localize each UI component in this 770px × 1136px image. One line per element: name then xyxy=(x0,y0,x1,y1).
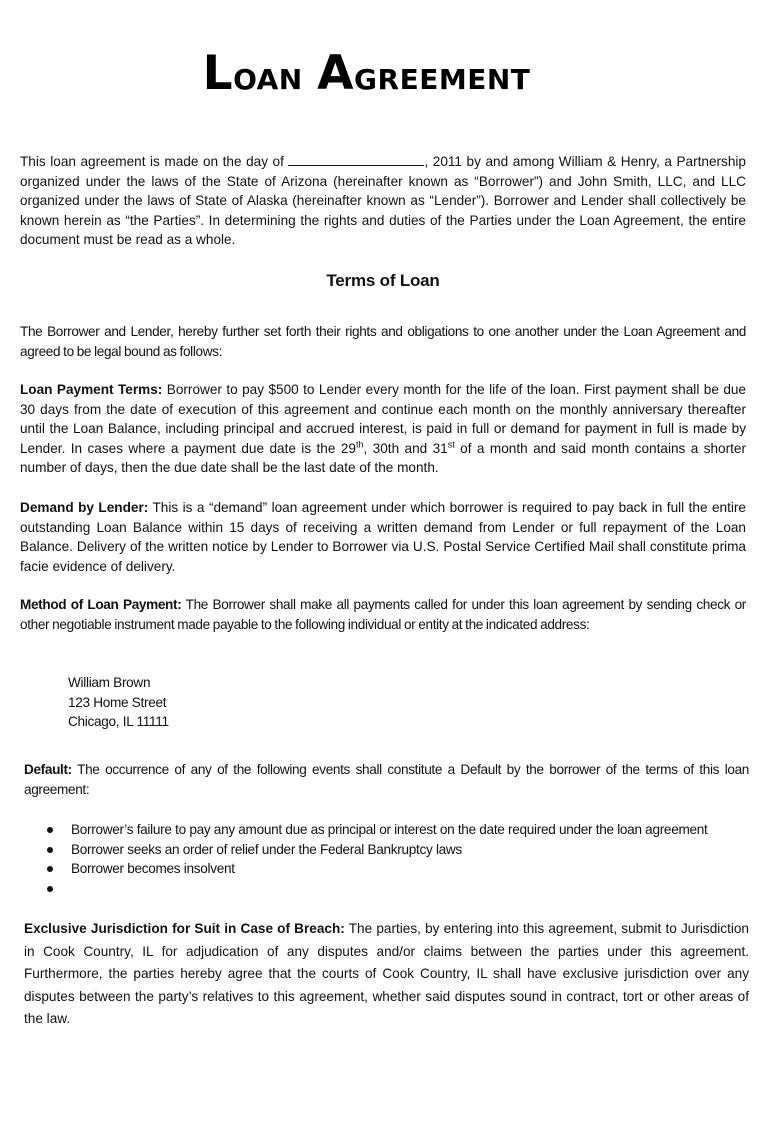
loan-payment-terms-paragraph: Loan Payment Terms: Borrower to pay $500 to Lender every month for the life of the loan. First payment shall be due 30 days from the date of execution of this agreement and continue each month on the monthly anniversary thereafter until the Loan Balance, including principal and accrued interest, is paid in full or demand for payment in full is made by Lender. In cases where a payment due date is the 29th, 30th and 31st of a month and said month contains a shorter number of days, then the due date shall be the last date of the month. xyxy=(20,382,746,476)
bullet-icon xyxy=(47,827,53,833)
list-item xyxy=(24,879,749,899)
method-of-payment-paragraph: Method of Loan Payment: The Borrower shall make all payments called for under this loan agreement by sending check or other negotiable instrument made payable to the following individual or entity at the indicated address: xyxy=(20,597,746,632)
default-label: Default: xyxy=(24,762,72,777)
bullet-icon xyxy=(47,866,53,872)
payee-name: William Brown xyxy=(68,675,151,690)
intro-paragraph: This loan agreement is made on the day of , 2011 by and among William & Henry, a Partnership organized under the laws of the State of Arizona (hereinafter known as “Borrower”) and John Smith, LLC, and LLC organized under the laws of State of Alaska (hereinafter known as “Lender”). Borrower and Lender shall collectively be known herein as “the Parties”. In determining the rights and duties of the Parties under the Loan Agreement, the entire document must be read as a whole. xyxy=(20,154,746,248)
payee-address-block xyxy=(68,673,169,732)
payee-city: Chicago, IL 11111 xyxy=(68,714,169,730)
terms-intro-paragraph: The Borrower and Lender, hereby further set forth their rights and obligations to one another under the Loan Agreement and agreed to be legal bound as follows: xyxy=(20,324,746,359)
payee-street: 123 Home Street xyxy=(68,694,167,710)
list-item: Borrower becomes insolvent xyxy=(24,859,749,879)
bullet-icon xyxy=(47,847,53,853)
loan-payment-terms-label: Loan Payment Terms: xyxy=(20,382,163,397)
list-item: Borrower seeks an order of relief under the Federal Bankruptcy laws xyxy=(24,840,749,860)
date-blank-line xyxy=(288,153,424,166)
demand-by-lender-label: Demand by Lender: xyxy=(20,500,149,515)
method-of-payment-label: Method of Loan Payment: xyxy=(20,597,182,612)
list-item: Borrower’s failure to pay any amount due as principal or interest on the date required under the loan agreement xyxy=(24,820,749,840)
default-paragraph: Default: The occurrence of any of the following events shall constitute a Default by the borrower of the terms of this loan agreement: xyxy=(24,762,749,797)
demand-by-lender-paragraph: Demand by Lender: This is a “demand” loan agreement under which borrower is required to pay back in full the entire outstanding Loan Balance within 15 days of receiving a written demand from Lender or full repayment of the Loan Balance. Delivery of the written notice by Lender to Borrower via U.S. Postal Service Certified Mail shall constitute prima facie evidence of delivery. xyxy=(20,500,746,574)
jurisdiction-label: Exclusive Jurisdiction for Suit in Case of Breach: xyxy=(24,921,345,936)
document-title: Loan Agreement xyxy=(202,46,531,101)
default-events-list xyxy=(24,820,749,898)
bullet-icon xyxy=(47,886,53,892)
section-heading-terms-of-loan: Terms of Loan xyxy=(326,271,440,290)
jurisdiction-paragraph: Exclusive Jurisdiction for Suit in Case of Breach: The parties, by entering into this agreement, submit to Jurisdiction in Cook Country, IL for adjudication of any disputes and/or claims between the parties under this agreement. Furthermore, the parties hereby agree that the courts of Cook Country, IL shall have exclusive jurisdiction over any disputes between the party’s relatives to this agreement, whether said disputes sound in contract, tort or other areas of the law. xyxy=(24,921,749,1026)
